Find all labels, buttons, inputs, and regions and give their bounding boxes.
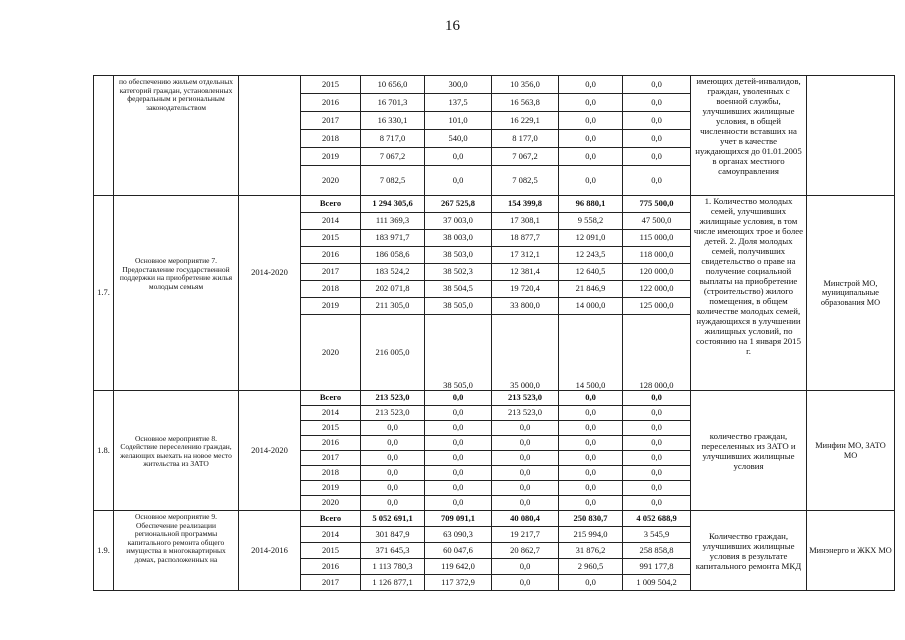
value-cell: 0,0: [492, 421, 559, 436]
period-cell: 2014-2020: [239, 196, 301, 391]
value-cell: 0,0: [623, 130, 691, 148]
value-cell: 122 000,0: [623, 281, 691, 298]
value-cell: 4 052 688,9: [623, 511, 691, 527]
value-cell: 0,0: [425, 406, 492, 421]
value-cell: 213 523,0: [361, 391, 425, 406]
value-cell: 267 525,8: [425, 196, 492, 213]
value-cell: 111 369,3: [361, 213, 425, 230]
value-cell: 186 058,6: [361, 247, 425, 264]
value-cell: 8 177,0: [492, 130, 559, 148]
year-cell: Всего: [301, 196, 361, 213]
value-cell: 250 830,7: [559, 511, 623, 527]
year-cell: 2018: [301, 466, 361, 481]
indicator-cell: Количество граждан, улучшивших жилищные условия в результате капитального ремонта МКД: [691, 511, 807, 591]
value-cell: 16 563,8: [492, 94, 559, 112]
value-cell: 1 009 504,2: [623, 575, 691, 591]
value-cell: 18 877,7: [492, 230, 559, 247]
value-cell: 9 558,2: [559, 213, 623, 230]
value-cell: 96 880,1: [559, 196, 623, 213]
value-cell: 20 862,7: [492, 543, 559, 559]
value-cell: 0,0: [361, 421, 425, 436]
year-cell: 2018: [301, 281, 361, 298]
value-cell: 0,0: [623, 112, 691, 130]
value-cell: 12 243,5: [559, 247, 623, 264]
value-cell: 21 846,9: [559, 281, 623, 298]
value-cell: 154 399,8: [492, 196, 559, 213]
value-cell: 10 356,0: [492, 76, 559, 94]
value-cell: 0,0: [559, 391, 623, 406]
year-cell: 2016: [301, 247, 361, 264]
executor-cell: Минфин МО, ЗАТО МО: [807, 391, 895, 511]
row-number-cell: 1.8.: [94, 391, 114, 511]
value-cell: 0,0: [425, 466, 492, 481]
value-cell: 0,0: [623, 391, 691, 406]
value-cell: 0,0: [559, 94, 623, 112]
value-cell: 1 294 305,6: [361, 196, 425, 213]
value-cell: 540,0: [425, 130, 492, 148]
value-cell: 0,0: [492, 496, 559, 511]
value-cell: 0,0: [623, 496, 691, 511]
table-body: [94, 76, 895, 591]
value-cell: 0,0: [559, 76, 623, 94]
year-cell: 2017: [301, 264, 361, 281]
table-row: [94, 76, 895, 94]
value-cell: 7 067,2: [361, 148, 425, 166]
value-cell: 0,0: [425, 451, 492, 466]
value-cell: 0,0: [492, 451, 559, 466]
year-cell: 2017: [301, 112, 361, 130]
value-cell: 0,0: [623, 148, 691, 166]
year-cell: 2020: [301, 315, 361, 391]
value-cell: 0,0: [425, 148, 492, 166]
value-cell: 60 047,6: [425, 543, 492, 559]
value-cell: 0,0: [361, 466, 425, 481]
value-cell: 371 645,3: [361, 543, 425, 559]
value-cell: 33 800,0: [492, 298, 559, 315]
value-cell: 213 523,0: [492, 391, 559, 406]
year-cell: 2014: [301, 406, 361, 421]
value-cell: 120 000,0: [623, 264, 691, 281]
value-cell: 0,0: [492, 466, 559, 481]
value-cell: 0,0: [623, 166, 691, 196]
value-cell: 213 523,0: [492, 406, 559, 421]
year-cell: 2019: [301, 481, 361, 496]
value-cell: 19 720,4: [492, 281, 559, 298]
value-cell: 14 000,0: [559, 298, 623, 315]
value-cell: 0,0: [492, 575, 559, 591]
value-cell: 119 642,0: [425, 559, 492, 575]
value-cell: 0,0: [559, 496, 623, 511]
measure-description-cell: по обеспечению жильем отдельных категорий граждан, установленных федеральным и региональным законодательством: [114, 76, 239, 196]
year-cell: 2016: [301, 94, 361, 112]
year-cell: Всего: [301, 511, 361, 527]
value-cell: 0,0: [559, 406, 623, 421]
indicator-cell: количество граждан, переселенных из ЗАТО и улучшивших жилищные условия: [691, 391, 807, 511]
table-row: [94, 196, 895, 213]
value-cell: 10 656,0: [361, 76, 425, 94]
year-cell: 2019: [301, 148, 361, 166]
value-cell: 115 000,0: [623, 230, 691, 247]
value-cell: 0,0: [623, 466, 691, 481]
value-cell: 12 091,0: [559, 230, 623, 247]
value-cell: 16 330,1: [361, 112, 425, 130]
value-cell: 0,0: [492, 436, 559, 451]
year-cell: 2016: [301, 436, 361, 451]
executor-cell: Минстрой МО, муниципальные образования МО: [807, 196, 895, 391]
year-cell: 2015: [301, 421, 361, 436]
value-cell: 0,0: [623, 406, 691, 421]
year-cell: 2017: [301, 575, 361, 591]
value-cell: 0,0: [361, 496, 425, 511]
program-table: [93, 75, 895, 591]
year-cell: 2018: [301, 130, 361, 148]
value-cell: 47 500,0: [623, 213, 691, 230]
value-cell: 213 523,0: [361, 406, 425, 421]
value-cell: 0,0: [425, 436, 492, 451]
value-cell: 35 000,0: [492, 315, 559, 391]
value-cell: 40 080,4: [492, 511, 559, 527]
year-cell: Всего: [301, 391, 361, 406]
executor-cell: Минэнерго и ЖКХ МО: [807, 511, 895, 591]
year-cell: 2015: [301, 76, 361, 94]
value-cell: 709 091,1: [425, 511, 492, 527]
value-cell: 38 502,3: [425, 264, 492, 281]
value-cell: 0,0: [559, 451, 623, 466]
value-cell: 183 524,2: [361, 264, 425, 281]
value-cell: 37 003,0: [425, 213, 492, 230]
value-cell: 991 177,8: [623, 559, 691, 575]
value-cell: 301 847,9: [361, 527, 425, 543]
value-cell: 0,0: [559, 421, 623, 436]
value-cell: 0,0: [361, 436, 425, 451]
indicator-cell: имеющих детей-инвалидов, граждан, уволенных с военной службы, улучшивших жилищные условия, в общей численности вставших на учет в качестве нуждающихся до 01.01.2005 в органах местного самоуправления: [691, 76, 807, 196]
value-cell: 0,0: [361, 451, 425, 466]
value-cell: 7 082,5: [492, 166, 559, 196]
value-cell: 0,0: [559, 166, 623, 196]
page-number: 16: [445, 18, 460, 34]
value-cell: 17 312,1: [492, 247, 559, 264]
value-cell: 211 305,0: [361, 298, 425, 315]
indicator-cell: 1. Количество молодых семей, улучшивших жилищные условия, в том числе имеющих трое и более детей. 2. Доля молодых семей, получивших свидетельство о праве на получение социальной выплаты на приобретение (строительство) жилого помещения, в общем количестве молодых семей, нуждающихся в улучшении жилищных условий, по состоянию на 1 января 2015 г.: [691, 196, 807, 391]
value-cell: 0,0: [492, 559, 559, 575]
executor-cell: [807, 76, 895, 196]
value-cell: 118 000,0: [623, 247, 691, 264]
value-cell: 2 960,5: [559, 559, 623, 575]
table-row: [94, 511, 895, 527]
value-cell: 8 717,0: [361, 130, 425, 148]
value-cell: 63 090,3: [425, 527, 492, 543]
value-cell: 3 545,9: [623, 527, 691, 543]
value-cell: 0,0: [425, 166, 492, 196]
year-cell: 2020: [301, 496, 361, 511]
measure-description-cell: Основное мероприятие 9. Обеспечение реализации региональной программы капитального ремонта общего имущества в многоквартирных домах, расположенных на: [114, 511, 239, 591]
year-cell: 2014: [301, 527, 361, 543]
year-cell: 2015: [301, 230, 361, 247]
period-cell: 2014-2016: [239, 511, 301, 591]
measure-description-cell: Основное мероприятие 8. Содействие переселению граждан, желающих выехать на новое место жительства из ЗАТО: [114, 391, 239, 511]
value-cell: 38 505,0: [425, 298, 492, 315]
table-row: [94, 391, 895, 406]
row-number-cell: 1.7.: [94, 196, 114, 391]
value-cell: 0,0: [559, 481, 623, 496]
value-cell: 183 971,7: [361, 230, 425, 247]
value-cell: 125 000,0: [623, 298, 691, 315]
year-cell: 2016: [301, 559, 361, 575]
value-cell: 202 071,8: [361, 281, 425, 298]
value-cell: 0,0: [425, 496, 492, 511]
value-cell: 7 082,5: [361, 166, 425, 196]
value-cell: 38 505,0: [425, 315, 492, 391]
value-cell: 0,0: [623, 481, 691, 496]
value-cell: 19 217,7: [492, 527, 559, 543]
value-cell: 38 504,5: [425, 281, 492, 298]
row-number-cell: [94, 76, 114, 196]
period-cell: 2014-2020: [239, 391, 301, 511]
value-cell: 0,0: [559, 112, 623, 130]
value-cell: 0,0: [623, 94, 691, 112]
value-cell: 14 500,0: [559, 315, 623, 391]
year-cell: 2017: [301, 451, 361, 466]
value-cell: 137,5: [425, 94, 492, 112]
value-cell: 0,0: [361, 481, 425, 496]
value-cell: 0,0: [425, 391, 492, 406]
value-cell: 128 000,0: [623, 315, 691, 391]
value-cell: 117 372,9: [425, 575, 492, 591]
value-cell: 0,0: [559, 148, 623, 166]
row-number-cell: 1.9.: [94, 511, 114, 591]
year-cell: 2014: [301, 213, 361, 230]
measure-description-cell: Основное мероприятие 7. Предоставление государственной поддержки на приобретение жилья молодым семьям: [114, 196, 239, 391]
value-cell: 0,0: [425, 421, 492, 436]
value-cell: 0,0: [623, 421, 691, 436]
value-cell: 0,0: [623, 436, 691, 451]
value-cell: 0,0: [559, 436, 623, 451]
value-cell: 17 308,1: [492, 213, 559, 230]
value-cell: 16 229,1: [492, 112, 559, 130]
value-cell: 215 994,0: [559, 527, 623, 543]
value-cell: 12 640,5: [559, 264, 623, 281]
value-cell: 0,0: [559, 466, 623, 481]
value-cell: 38 503,0: [425, 247, 492, 264]
period-cell: [239, 76, 301, 196]
value-cell: 7 067,2: [492, 148, 559, 166]
value-cell: 101,0: [425, 112, 492, 130]
value-cell: 1 113 780,3: [361, 559, 425, 575]
value-cell: 38 003,0: [425, 230, 492, 247]
value-cell: 0,0: [623, 76, 691, 94]
value-cell: 216 005,0: [361, 315, 425, 391]
value-cell: 1 126 877,1: [361, 575, 425, 591]
value-cell: 0,0: [623, 451, 691, 466]
year-cell: 2019: [301, 298, 361, 315]
value-cell: 0,0: [492, 481, 559, 496]
value-cell: 16 701,3: [361, 94, 425, 112]
value-cell: 31 876,2: [559, 543, 623, 559]
value-cell: 0,0: [425, 481, 492, 496]
value-cell: 775 500,0: [623, 196, 691, 213]
year-cell: 2015: [301, 543, 361, 559]
value-cell: 0,0: [559, 130, 623, 148]
value-cell: 258 858,8: [623, 543, 691, 559]
year-cell: 2020: [301, 166, 361, 196]
value-cell: 12 381,4: [492, 264, 559, 281]
value-cell: 5 052 691,1: [361, 511, 425, 527]
value-cell: 300,0: [425, 76, 492, 94]
value-cell: 0,0: [559, 575, 623, 591]
